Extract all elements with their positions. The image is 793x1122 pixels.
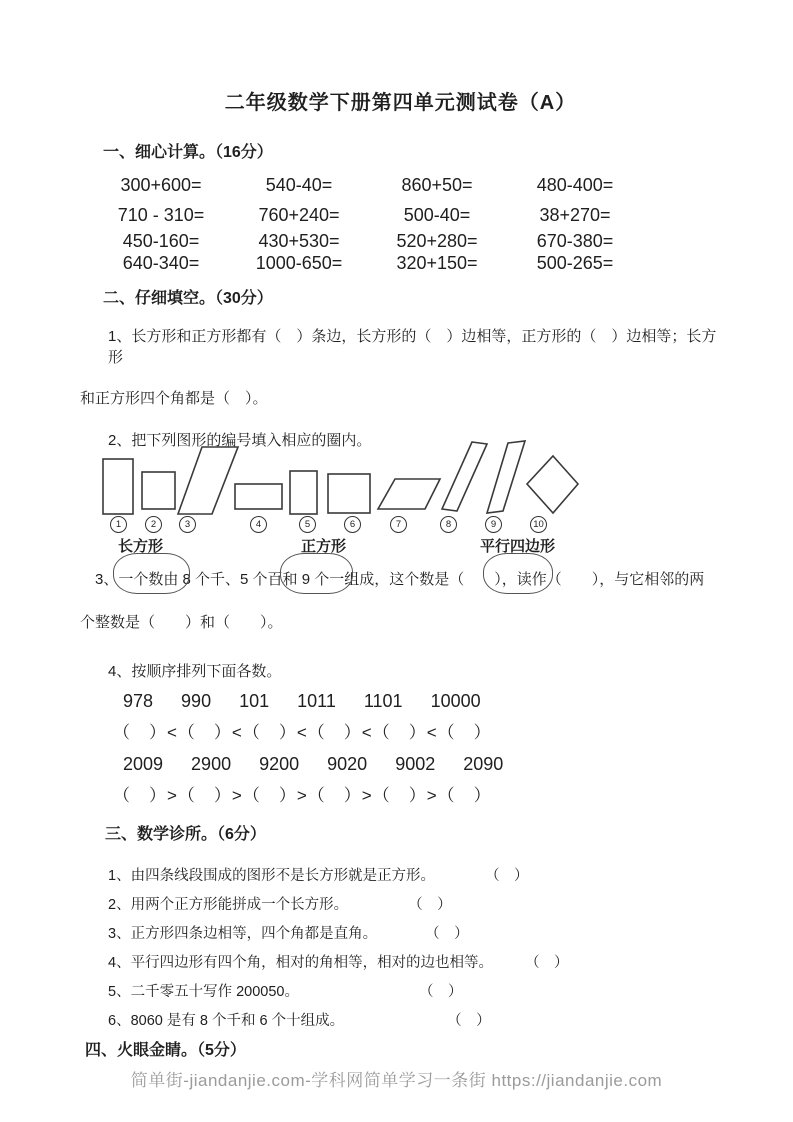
calc-problem: 760+240= (258, 205, 340, 225)
circled-number-9: 9 (485, 516, 502, 533)
calc-row (92, 230, 721, 252)
sequence-number: 978 (123, 691, 154, 711)
label-parallelogram: 平行四边形 (480, 538, 556, 555)
calc-problem: 1000-650= (255, 253, 343, 273)
fill-q1-line1: 1、长方形和正方形都有（ ）条边，长方形的（ ）边相等，正方形的（ ）边相等；长方形 (108, 328, 717, 366)
calc-problem: 710 - 310= (117, 205, 205, 225)
circled-number-1: 1 (110, 516, 127, 533)
circled-number-3: 3 (179, 516, 196, 533)
compare-blanks-descending: （ ）>（ ）>（ ）>（ ）>（ ）>（ ） (113, 786, 492, 805)
fill-q2-prompt: 2、把下列图形的编号填入相应的圈内。 (108, 432, 372, 449)
answer-oval-parallelogram (483, 553, 553, 594)
footer-watermark: 简单街-jiandanjie.com-学科网简单学习一条街 https://jiandanjie.com (130, 1071, 663, 1090)
shape-2-rectangle (142, 472, 175, 509)
tf-item (108, 1011, 721, 1032)
answer-oval-square (280, 553, 353, 594)
fill-q3-line1: 3、一个数由 8 个千、5 个百和 9 个一组成，这个数是（ ），读作（ ），与它相邻的两 (95, 571, 705, 588)
tf-item (108, 895, 721, 916)
shape-8-thin-parallelogram (442, 442, 487, 511)
calc-problem: 38+270= (539, 205, 611, 225)
number-sequence-2 (123, 753, 721, 775)
calc-problem: 520+280= (396, 231, 478, 251)
tf-statement: 5、二千零五十写作 200050。 (108, 984, 299, 1000)
calc-problem: 500-40= (403, 205, 471, 225)
answer-oval-rectangle (113, 553, 190, 594)
calc-problem: 640-340= (122, 253, 200, 273)
sequence-number: 9200 (259, 754, 300, 774)
sequence-number: 2009 (123, 754, 164, 774)
fill-q3-line2: 个整数是（ ）和（ ）。 (80, 614, 283, 631)
tf-answer-blank: （ ） (425, 926, 469, 942)
sequence-number: 101 (239, 691, 270, 711)
calc-problem: 670-380= (536, 231, 614, 251)
section1-heading: 一、细心计算。（16分） (103, 144, 273, 161)
tf-item (108, 924, 721, 945)
sequence-number: 9002 (395, 754, 436, 774)
circled-number-5: 5 (299, 516, 316, 533)
calc-row (92, 204, 721, 226)
circled-number-7: 7 (390, 516, 407, 533)
sequence-number: 990 (181, 691, 212, 711)
calc-problem: 500-265= (536, 253, 614, 273)
paper-content (80, 0, 721, 1062)
shape-7-flat-parallelogram (378, 479, 440, 509)
sequence-number: 1101 (363, 691, 403, 711)
label-rectangle: 长方形 (118, 538, 164, 555)
shape-1-tall-rectangle (103, 459, 133, 514)
sequence-number: 1011 (297, 691, 336, 711)
shape-6-square (328, 474, 370, 513)
tf-statement: 6、8060 是有 8 个千和 6 个十组成。 (108, 1013, 345, 1029)
tf-item (108, 866, 721, 887)
calc-row (92, 252, 721, 274)
tf-answer-blank: （ ） (485, 868, 529, 884)
number-sequence-1 (123, 690, 721, 712)
circled-number-8: 8 (440, 516, 457, 533)
calc-row (92, 174, 721, 196)
section4-heading: 四、火眼金睛。（5分） (85, 1042, 246, 1059)
calc-problem: 320+150= (396, 253, 478, 273)
tf-answer-blank: （ ） (525, 955, 569, 971)
shape-9-thin-parallelogram (487, 441, 525, 513)
tf-statement: 2、用两个正方形能拼成一个长方形。 (108, 897, 349, 913)
sequence-number: 10000 (430, 691, 481, 711)
calc-problem: 430+530= (258, 231, 340, 251)
shape-5-rectangle (290, 471, 317, 514)
label-square: 正方形 (301, 538, 347, 555)
tf-answer-blank: （ ） (447, 1013, 491, 1029)
tf-item (108, 982, 721, 1003)
page-title: 二年级数学下册第四单元测试卷（A） (224, 92, 577, 114)
calc-problem: 540-40= (265, 175, 333, 195)
shape-4-wide-rectangle (235, 484, 282, 509)
tf-statement: 1、由四条线段围成的图形不是长方形就是正方形。 (108, 868, 436, 884)
sequence-number: 9020 (327, 754, 368, 774)
tf-statement: 4、平行四边形有四个角，相对的角相等，相对的边也相等。 (108, 955, 494, 971)
circled-number-6: 6 (344, 516, 361, 533)
sequence-number: 2090 (463, 754, 504, 774)
tf-item (108, 953, 721, 974)
shape-10-diamond (527, 456, 578, 513)
tf-answer-blank: （ ） (408, 897, 452, 913)
circled-number-10: 10 (530, 516, 547, 533)
section2-heading: 二、仔细填空。（30分） (103, 290, 273, 307)
calc-problem: 480-400= (536, 175, 614, 195)
shapes-classification-block (80, 436, 721, 569)
shape-3-slanted-parallelogram (178, 447, 238, 514)
circled-number-2: 2 (145, 516, 162, 533)
section3-heading: 三、数学诊所。（6分） (105, 826, 266, 843)
calc-problem: 860+50= (401, 175, 473, 195)
calc-problem: 300+600= (120, 175, 202, 195)
calc-problem: 450-160= (122, 231, 200, 251)
sequence-number: 2900 (191, 754, 232, 774)
tf-answer-blank: （ ） (418, 984, 463, 1000)
fill-q1-line2: 和正方形四个角都是（ ）。 (80, 390, 268, 407)
circled-number-4: 4 (250, 516, 267, 533)
compare-blanks-ascending: （ ）<（ ）<（ ）<（ ）<（ ）<（ ） (113, 723, 492, 742)
fill-q4-prompt: 4、按顺序排列下面各数。 (108, 663, 282, 680)
shapes-figure (100, 436, 620, 516)
tf-statement: 3、正方形四条边相等，四个角都是直角。 (108, 926, 378, 942)
